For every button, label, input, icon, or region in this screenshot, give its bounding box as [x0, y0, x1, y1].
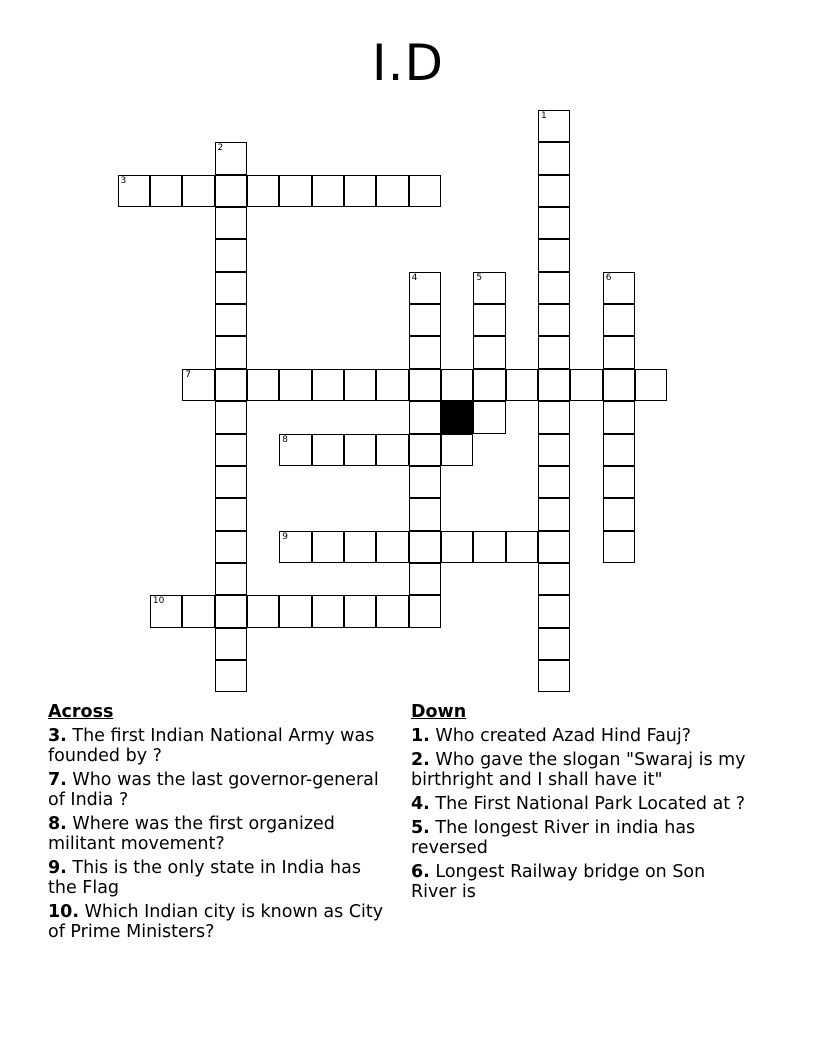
- grid-cell[interactable]: [409, 563, 441, 595]
- grid-cell[interactable]: [215, 304, 247, 336]
- clue-number: 2.: [411, 750, 430, 770]
- across-heading: Across: [48, 702, 114, 722]
- clue-text: The longest River in india has reversed: [411, 818, 696, 858]
- clue-number-label: 6: [605, 272, 612, 283]
- clue-text: Who gave the slogan "Swaraj is my birthright and I shall have it": [411, 750, 746, 790]
- grid-cell[interactable]: [538, 531, 570, 563]
- clue-down-2: [411, 750, 756, 790]
- grid-cell[interactable]: [538, 142, 570, 174]
- grid-cell[interactable]: [441, 434, 473, 466]
- grid-cell[interactable]: [538, 239, 570, 271]
- grid-cell[interactable]: [182, 369, 214, 401]
- grid-cell[interactable]: [279, 595, 311, 627]
- grid-cell[interactable]: [215, 498, 247, 530]
- grid-cell[interactable]: [409, 272, 441, 304]
- grid-cell[interactable]: [312, 175, 344, 207]
- grid-cell[interactable]: [570, 369, 602, 401]
- grid-cell[interactable]: [376, 434, 408, 466]
- grid-cell[interactable]: [538, 466, 570, 498]
- grid-cell[interactable]: [441, 369, 473, 401]
- grid-cell[interactable]: [215, 660, 247, 692]
- grid-cell[interactable]: [376, 369, 408, 401]
- grid-cell[interactable]: [215, 563, 247, 595]
- grid-cell[interactable]: [538, 272, 570, 304]
- grid-cell[interactable]: [603, 369, 635, 401]
- clue-text: Which Indian city is known as City of Prime Ministers?: [48, 902, 384, 942]
- grid-cell[interactable]: [344, 531, 376, 563]
- grid-cell[interactable]: [215, 466, 247, 498]
- grid-cell[interactable]: [247, 369, 279, 401]
- grid-cell[interactable]: [538, 401, 570, 433]
- clue-across-7: [48, 770, 393, 810]
- clue-text: Who created Azad Hind Fauj?: [435, 726, 692, 746]
- clue-across-8: [48, 814, 393, 854]
- black-square: [441, 401, 473, 433]
- grid-cell[interactable]: [603, 401, 635, 433]
- clue-down-6: [411, 862, 756, 902]
- clue-number: 7.: [48, 770, 67, 790]
- grid-cell[interactable]: [473, 272, 505, 304]
- grid-cell[interactable]: [409, 434, 441, 466]
- grid-cell[interactable]: [215, 628, 247, 660]
- down-heading: Down: [411, 702, 467, 722]
- grid-cell[interactable]: [215, 531, 247, 563]
- grid-cell[interactable]: [409, 369, 441, 401]
- grid-cell[interactable]: [312, 434, 344, 466]
- grid-cell[interactable]: [215, 272, 247, 304]
- clue-down-5: [411, 818, 756, 858]
- grid-cell[interactable]: [344, 175, 376, 207]
- grid-cell[interactable]: [538, 434, 570, 466]
- grid-cell[interactable]: [215, 239, 247, 271]
- grid-cell[interactable]: [150, 595, 182, 627]
- clue-number: 1.: [411, 726, 430, 746]
- grid-cell[interactable]: [182, 595, 214, 627]
- grid-cell[interactable]: [279, 434, 311, 466]
- clue-down-1: [411, 726, 756, 746]
- grid-cell[interactable]: [376, 595, 408, 627]
- clue-text: Who was the last governor-general of India ?: [48, 770, 379, 810]
- grid-cell[interactable]: [409, 175, 441, 207]
- grid-cell[interactable]: [344, 369, 376, 401]
- clue-number-label: 8: [282, 434, 288, 445]
- clue-text: The First National Park Located at ?: [435, 794, 746, 814]
- grid-cell[interactable]: [538, 628, 570, 660]
- grid-cell[interactable]: [409, 466, 441, 498]
- clue-text: The first Indian National Army was founded by ?: [48, 726, 375, 766]
- grid-cell[interactable]: [473, 369, 505, 401]
- across-clues: [48, 702, 393, 946]
- grid-cell[interactable]: [409, 531, 441, 563]
- grid-cell[interactable]: [441, 531, 473, 563]
- clue-number: 9.: [48, 858, 67, 878]
- grid-cell[interactable]: [538, 369, 570, 401]
- clue-across-3: [48, 726, 393, 766]
- grid-cell[interactable]: [603, 304, 635, 336]
- grid-cell[interactable]: [215, 401, 247, 433]
- grid-cell[interactable]: [215, 336, 247, 368]
- grid-cell[interactable]: [473, 336, 505, 368]
- grid-cell[interactable]: [603, 434, 635, 466]
- grid-cell[interactable]: [506, 369, 538, 401]
- grid-cell[interactable]: [247, 595, 279, 627]
- grid-cell[interactable]: [409, 498, 441, 530]
- grid-cell[interactable]: [312, 595, 344, 627]
- grid-cell[interactable]: [603, 466, 635, 498]
- grid-cell[interactable]: [603, 498, 635, 530]
- grid-cell[interactable]: [247, 175, 279, 207]
- grid-cell[interactable]: [279, 369, 311, 401]
- grid-cell[interactable]: [312, 369, 344, 401]
- clue-text: Where was the first organized militant movement?: [48, 814, 335, 854]
- clue-number-label: 4: [411, 272, 418, 283]
- clue-number: 10.: [48, 902, 80, 922]
- grid-cell[interactable]: [215, 142, 247, 174]
- grid-cell[interactable]: [279, 175, 311, 207]
- page-title: I.D: [371, 34, 445, 92]
- grid-cell[interactable]: [538, 660, 570, 692]
- clue-number-label: 1: [541, 111, 547, 121]
- grid-cell[interactable]: [215, 434, 247, 466]
- clue-number-label: 7: [185, 369, 191, 380]
- grid-cell[interactable]: [150, 175, 182, 207]
- grid-cell[interactable]: [538, 336, 570, 368]
- grid-cell[interactable]: [473, 401, 505, 433]
- grid-cell[interactable]: [409, 304, 441, 336]
- grid-cell[interactable]: [538, 207, 570, 239]
- grid-cell[interactable]: [473, 304, 505, 336]
- clue-number: 8.: [48, 814, 67, 834]
- clue-number: 4.: [411, 794, 430, 814]
- grid-cell[interactable]: [376, 531, 408, 563]
- grid-cell[interactable]: [118, 175, 150, 207]
- grid-cell[interactable]: [344, 595, 376, 627]
- grid-cell[interactable]: [215, 207, 247, 239]
- clue-text: Longest Railway bridge on Son River is: [411, 862, 706, 902]
- grid-cell[interactable]: [538, 498, 570, 530]
- grid-cell[interactable]: [215, 595, 247, 627]
- clue-text: This is the only state in India has the Flag: [48, 858, 361, 898]
- grid-cell[interactable]: [182, 175, 214, 207]
- grid-cell[interactable]: [344, 434, 376, 466]
- grid-cell[interactable]: [506, 531, 538, 563]
- clue-number-label: 10: [152, 596, 165, 607]
- clue-number-label: 5: [476, 272, 483, 283]
- clue-across-9: [48, 858, 393, 898]
- grid-cell[interactable]: [603, 531, 635, 563]
- grid-cell[interactable]: [538, 175, 570, 207]
- grid-cell[interactable]: [538, 304, 570, 336]
- grid-cell[interactable]: [215, 175, 247, 207]
- grid-cell[interactable]: [409, 595, 441, 627]
- grid-cell[interactable]: [538, 110, 570, 142]
- clue-number: 3.: [48, 726, 67, 746]
- clue-number: 5.: [411, 818, 430, 838]
- grid-cell[interactable]: [538, 595, 570, 627]
- grid-cell[interactable]: [409, 336, 441, 368]
- grid-cell[interactable]: [635, 369, 667, 401]
- clue-down-4: [411, 794, 756, 814]
- grid-cell[interactable]: [603, 336, 635, 368]
- grid-cell[interactable]: [538, 563, 570, 595]
- clue-number: 6.: [411, 862, 430, 882]
- grid-cell[interactable]: [409, 401, 441, 433]
- clue-number-label: 9: [282, 531, 288, 542]
- grid-cell[interactable]: [215, 369, 247, 401]
- grid-cell[interactable]: [603, 272, 635, 304]
- grid-cell[interactable]: [312, 531, 344, 563]
- down-clues: [411, 702, 756, 906]
- grid-cell[interactable]: [473, 531, 505, 563]
- grid-cell[interactable]: [376, 175, 408, 207]
- grid-cell[interactable]: [279, 531, 311, 563]
- clue-number-label: 2: [217, 143, 224, 154]
- clue-number-label: 3: [120, 175, 127, 186]
- clue-across-10: [48, 902, 393, 942]
